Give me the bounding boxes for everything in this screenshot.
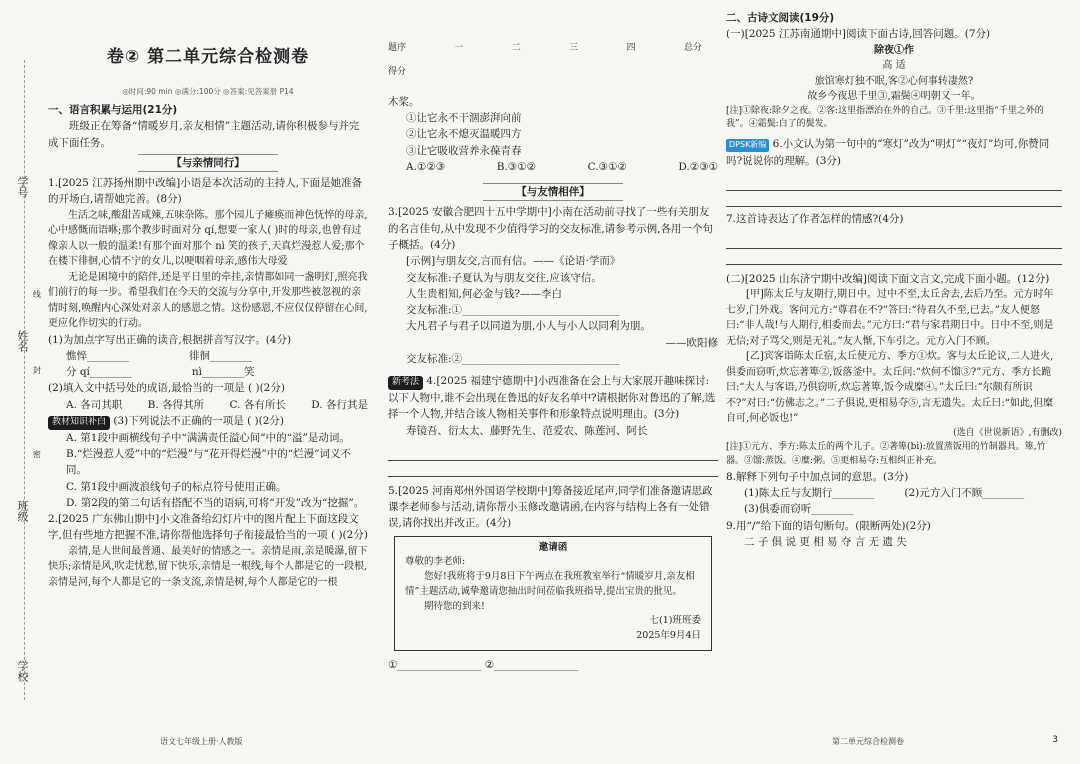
q4-tag: 新考法 <box>388 376 423 390</box>
q1-passage-2: 无论是困境中的陪伴,还是平日里的牵挂,亲情都如同一盏明灯,照亮我们前行的每一步。希望我们在今天的交流与分享中,开发那些被忽视的亲情时刻,唤醒内心深处对亲人的感恩之情。这份感恩,不应仅仅停留在心间,更应化作切实的行动。 <box>48 271 368 330</box>
invitation-body: 您好!我班将于9月8日下午两点在我班教室举行“情暖岁月,亲友相情”主题活动,诚挚邀请您抽出时间莅临我班指导,提出宝贵的批见。 <box>405 571 695 597</box>
q6-tag: DPSK新编 <box>726 139 769 151</box>
q1-sub3-tag: 教材知识补白 <box>48 416 110 430</box>
invitation-date: 2025年9月4日 <box>636 629 701 641</box>
q7-answer-line-2[interactable] <box>726 249 1062 265</box>
q1-sub2-opt-c[interactable]: C. 各有所长 <box>229 398 286 411</box>
part-2-head: (二)[2025 山东济宁期中改编]阅读下面文言文,完成下面小题。(12分) <box>726 273 1050 286</box>
banner-family: 【与亲情同行】 <box>138 154 278 172</box>
q3-quote-2: 大凡君子与君子以同道为朋,小人与小人以同利为朋。 <box>406 320 651 333</box>
sidebar-dash-line <box>24 60 25 700</box>
q1-sub3-opt-d[interactable]: D. 第2段的第二句话有搭配不当的语病,可将“开发”改为“挖掘”。 <box>66 496 365 509</box>
q1-passage-1: 生活之味,酸甜苦咸辣,五味杂陈。那个园儿子瘫痪而神色怃悴的母亲,心中感慨而语咻;那个教步时面对分 qí,想要一家人( )时的母亲,也曾有过像亲人以一般的温柔!有那个面对那个 nì 笑的孩子,天真烂漫惹人爱;那个在楼下徘徊,心情不宁的女儿,以哽咽着母亲,感伟大母爱 <box>48 209 368 268</box>
q2-item-3: ③让它吸收营养永葆青春 <box>406 144 522 157</box>
page-number: 3 <box>1052 735 1058 746</box>
score-header-label: 题序 <box>388 43 407 53</box>
q8-3[interactable]: (3)俱委而窃听________ <box>744 503 854 516</box>
poem-note: [注]①除夜:除夕之夜。②客:这里指漂泊在外的自己。③千里:这里指“千里之外的我”。④霜鬓:白了的鬓发。 <box>726 105 1044 130</box>
part-1-head: (一)[2025 江苏南通期中]阅读下面古诗,回答问题。(7分) <box>726 28 991 41</box>
poem-line-1: 旅馆寒灯独不眠,客②心何事转凄然? <box>814 75 974 87</box>
q8-1[interactable]: (1)陈太丘与友期行________ <box>744 487 875 500</box>
column-2 <box>388 0 718 764</box>
q2-opt-c[interactable]: C.③①② <box>587 160 627 173</box>
q3-example: [示例]与朋友交,言而有信。——《论语·学而》 <box>406 255 621 268</box>
q1-sub1-a[interactable]: 憔悴________ <box>66 349 129 362</box>
banner-friendship: 【与友情相伴】 <box>483 183 623 201</box>
invitation-closing: 期待您的到来! <box>424 600 485 612</box>
section-2-heading: 二、古诗文阅读(19分) <box>726 12 835 24</box>
q5-answers[interactable]: ①________________ ②________________ <box>388 658 579 671</box>
page-title: 卷② 第二单元综合检测卷 <box>106 47 310 67</box>
q2-passage: 亲情,是人世间最普通、最美好的情感之一。亲情是雨,亲是暖瀑,留下快乐;亲情是风,吹走忧愁,留下快乐,亲情是一根线,每个人都是它的一段根,亲情是河,每个人都是它的一条支流,亲情是树,每个人都是它的一根 <box>48 545 368 588</box>
q3-answer-1[interactable]: 交友标准:①______________________________ <box>406 304 620 317</box>
q2-item-2: ②让它永不熄灭温暖四方 <box>406 128 522 141</box>
q2-opt-d[interactable]: D.②③① <box>678 160 718 173</box>
q1-sub3-opt-c[interactable]: C. 第1段中画波浪线句子的标点符号使用正确。 <box>66 480 287 493</box>
score-header-4: 四 <box>626 43 636 53</box>
binding-strip <box>0 0 42 764</box>
column-3 <box>726 0 1062 764</box>
passage-yi-source: (选自《世说新语》,有删改) <box>953 427 1062 438</box>
q3-head: 3.[2025 安徽合肥四十五中学期中]小南在活动前寻找了一些有关朋友的名言佳句,从中发现不少值得学习的交友标准,请参考示例,各用一个句子概括。(4分) <box>388 206 714 251</box>
q6-answer-line-2[interactable] <box>726 191 1062 207</box>
column-1 <box>48 0 368 764</box>
score-header-total: 总分 <box>683 43 702 53</box>
invitation-title: 邀请函 <box>538 541 568 553</box>
q9: 9.用“/”给下面的语句断句。(限断两处)(2分) <box>726 519 931 532</box>
footer-right: 第二单元综合检测卷 <box>832 736 904 746</box>
footer-left: 语文七年级上册·人教版 <box>160 736 243 746</box>
q1-sub2-opt-a[interactable]: A. 各司其职 <box>66 398 123 411</box>
q2-opt-b[interactable]: B.③①② <box>496 160 537 173</box>
q7-answer-line-1[interactable] <box>726 233 1062 249</box>
q1-sub2-opt-b[interactable]: B. 各得其所 <box>147 398 205 411</box>
q4-answer-line-2[interactable] <box>388 461 718 477</box>
q4-names: 寿镜吾、衍太太、藤野先生、范爱农、陈莲河、阿长 <box>406 424 648 437</box>
score-header-2: 二 <box>511 43 521 53</box>
passage-yi: [乙]宾客诣陈太丘宿,太丘使元方、季方①炊。客与太丘论议,二人进火,俱委而窃听,炊忘著箄②,饭落釜中。太丘问:“炊何不馏③?”元方、季方长跪曰:“大人与客语,乃俱窃听,炊忘著箄,饭今成糜④。”太丘曰:“尔颇有所识不?”对曰:“仿佛志之。”二子俱说,更相易夺⑤,言无遗失。太丘曰:“如此,但糜自可,何必饭也!” <box>726 351 1054 425</box>
poem-author: 高 适 <box>882 60 906 72</box>
q1-sub1: (1)为加点字写出正确的读音,根据拼音写汉字。(4分) <box>48 333 292 346</box>
q1-sub3-opt-a[interactable]: A. 第1段中画横线句子中“满满责任溢心间”中的“溢”是动词。 <box>66 431 350 444</box>
q1-sub2-opt-d[interactable]: D. 各行其是 <box>311 398 368 411</box>
q1-sub3-opt-b[interactable]: B.“烂漫惹人爱”中的“烂漫”与“花开得烂漫”中的“烂漫”词义不同。 <box>66 448 351 477</box>
q2-item-1: ①让它永不干涸澎湃向前 <box>406 112 522 125</box>
passage-yi-note: [注]①元方、季方:陈太丘的两个儿子。②著箄(bì):放置蒸饭用的竹制器具。箄,竹器。③馏:蒸饭。④糜:粥。⑤更相易夺:互相纠正补充。 <box>726 441 1046 466</box>
score-table <box>388 42 718 80</box>
q4-head: 4.[2025 福建宁德期中]小西准备在会上与大家展开趣味探讨:以下人物中,谁不会出现在鲁迅的好友名单中?请根据你对鲁迅的了解,选择一个人物,并结合该人物相关事件和形象特点说明理由。(3分) <box>388 375 716 421</box>
q4-answer-line-1[interactable] <box>388 445 718 461</box>
q2-head: 2.[2025 广东佛山期中]小文准备给幻灯片中的图片配上下面这段文字,但有些地方把握不准,请你帮他选择句子衔接最恰当的一项 ( )(2分) <box>48 513 368 542</box>
q2-cont: 木桨。 <box>388 95 420 108</box>
q1-sub1-b[interactable]: 徘徊________ <box>189 349 252 362</box>
sidebar-label-name: 姓名 <box>16 330 30 352</box>
q1-sub3: (3)下列说法不正确的一项是 ( )(2分) <box>113 414 284 427</box>
q6: 6.小文认为第一句中的“寒灯”改为“明灯”“夜灯”均可,你赞同吗?说说你的理解。(3分) <box>726 138 1050 167</box>
q9-text[interactable]: 二 子 俱 说 更 相 易 夺 言 无 遗 失 <box>744 535 907 548</box>
section-1-intro: 班级正在筹备“情暖岁月,亲友相情”主题活动,请你积极参与并完成下面任务。 <box>48 120 360 149</box>
q3-quote-2-source: ——欧阳修 <box>665 336 718 349</box>
q1-sub1-c[interactable]: 分 qí________ <box>66 366 132 379</box>
q6-answer-line-1[interactable] <box>726 175 1062 191</box>
q8-2[interactable]: (2)元方入门不顾________ <box>904 487 1025 500</box>
q1-sub1-d[interactable]: nì________笑 <box>191 366 255 379</box>
sidebar-label-student-id: 学号 <box>16 176 30 198</box>
sidebar-label-line: 线 <box>32 290 42 298</box>
passage-jia: [甲]陈太丘与友期行,期日中。过中不至,太丘舍去,去后乃至。元方时年七岁,门外戏。客问元方:“尊君在不?”答曰:“待君久不至,已去。”友人便怒曰:“非人哉!与人期行,相委而去。”元方曰:“君与家君期日中。日中不至,则是无信;对子骂父,则是无礼。”友人惭,下车引之。元方入门不顾。 <box>726 289 1054 347</box>
q2-opt-a[interactable]: A.①②③ <box>406 160 446 173</box>
q8: 8.解释下列句子中加点词的意思。(3分) <box>726 470 909 483</box>
section-1-heading: 一、语言积累与运用(21分) <box>48 103 178 116</box>
poem-line-2: 故乡今夜思千里③,霜鬓④明朝又一年。 <box>807 91 981 103</box>
q3-answer-2[interactable]: 交友标准:②______________________________ <box>406 352 620 365</box>
invitation-signature: 七(1)班班委 <box>649 615 701 627</box>
sidebar-label-secret: 密 <box>32 450 42 458</box>
poem-title: 除夜①作 <box>874 44 914 56</box>
sidebar-label-school: 学校 <box>16 660 30 682</box>
score-header-3: 三 <box>569 43 579 53</box>
q5-head: 5.[2025 河南郑州外国语学校期中]筹备接近尾声,同学们准备邀请思政课李老师参与活动,请你帮小玉修改邀请函,在内容与结构上各有一处错误,请你找出并改正。(4分) <box>388 484 713 530</box>
invitation-box <box>394 536 712 651</box>
q3-quote-1: 人生贵相知,何必金与钱?——李白 <box>406 287 562 300</box>
q7: 7.这首诗表达了作者怎样的情感?(4分) <box>726 212 904 225</box>
score-row-label: 得分 <box>388 66 407 77</box>
sidebar-label-class: 班级 <box>16 500 30 522</box>
exam-meta: ◎时间:90 min ◎满分:100分 ◎答案:见答案册 P14 <box>122 87 294 97</box>
q1-sub2: (2)填入文中括号处的成语,最恰当的一项是 ( )(2分) <box>48 382 285 395</box>
q1-head: 1.[2025 江苏扬州期中改编]小语是本次活动的主持人,下面是她准备的开场白,请帮她完善。(8分) <box>48 177 363 206</box>
sidebar-label-seal: 封 <box>32 366 42 374</box>
q3-example-answer: 交友标准:子夏认为与朋友交往,应该守信。 <box>406 271 602 284</box>
invitation-salutation: 尊敬的李老师: <box>405 556 466 568</box>
score-header-1: 一 <box>454 43 464 53</box>
